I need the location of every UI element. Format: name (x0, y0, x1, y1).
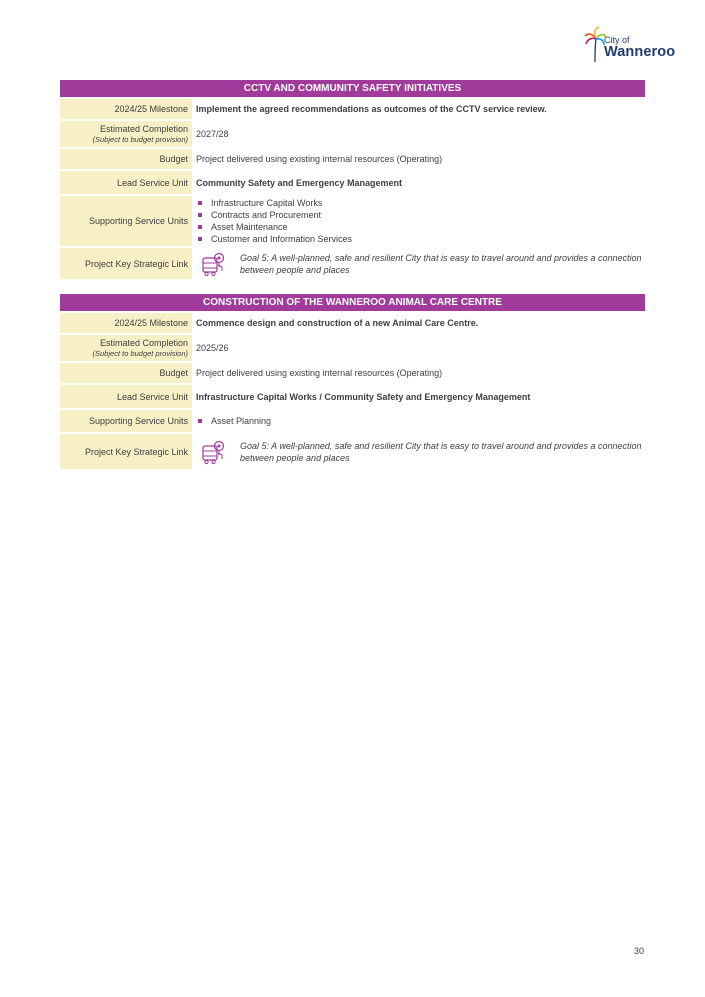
supporting-value (192, 409, 645, 433)
section-title: CCTV AND COMMUNITY SAFETY INITIATIVES (60, 80, 645, 97)
completion-value: 2027/28 (192, 120, 645, 148)
completion-label-text: Estimated Completion (99, 124, 188, 134)
completion-label-text: Estimated Completion (99, 338, 188, 348)
lead-label: Lead Service Unit (60, 170, 192, 195)
details-table (60, 311, 645, 469)
lead-value: Infrastructure Capital Works / Community Safety and Emergency Management (192, 384, 645, 409)
supporting-list (196, 197, 645, 245)
lead-label: Lead Service Unit (60, 384, 192, 409)
completion-value: 2025/26 (192, 334, 645, 362)
details-table (60, 97, 645, 279)
row-supporting (60, 195, 645, 247)
milestone-label: 2024/25 Milestone (60, 98, 192, 120)
strategic-goal-text: Goal 5: A well-planned, safe and resilient City that is easy to travel around and provides a connection between people and places (240, 252, 642, 275)
link-label: Project Key Strategic Link (60, 433, 192, 469)
row-milestone (60, 312, 645, 334)
milestone-label: 2024/25 Milestone (60, 312, 192, 334)
budget-value: Project delivered using existing internal resources (Operating) (192, 362, 645, 384)
logo-line-2: Wanneroo (604, 44, 676, 60)
list-item: Customer and Information Services (196, 233, 645, 245)
milestone-value: Implement the agreed recommendations as outcomes of the CCTV service review. (192, 98, 645, 120)
row-milestone (60, 98, 645, 120)
strategic-goal-text: Goal 5: A well-planned, safe and resilient City that is easy to travel around and provides a connection between people and places (240, 440, 642, 463)
bus-map-icon (200, 251, 226, 277)
row-lead (60, 170, 645, 195)
section-cctv (60, 80, 645, 279)
row-completion (60, 120, 645, 148)
section-animal-care-centre (60, 294, 645, 469)
budget-value: Project delivered using existing internal resources (Operating) (192, 148, 645, 170)
row-lead (60, 384, 645, 409)
logo-line-1: City of (604, 35, 630, 45)
row-strategic-link (60, 433, 645, 469)
row-completion (60, 334, 645, 362)
milestone-value: Commence design and construction of a new Animal Care Centre. (192, 312, 645, 334)
list-item: Asset Maintenance (196, 221, 645, 233)
completion-subtext: (Subject to budget provision) (92, 349, 188, 358)
row-budget (60, 362, 645, 384)
supporting-label: Supporting Service Units (60, 195, 192, 247)
row-strategic-link (60, 247, 645, 279)
bus-map-icon (200, 439, 226, 465)
section-title: CONSTRUCTION OF THE WANNEROO ANIMAL CARE CENTRE (60, 294, 645, 311)
budget-label: Budget (60, 362, 192, 384)
list-item: Contracts and Procurement (196, 209, 645, 221)
list-item: Infrastructure Capital Works (196, 197, 645, 209)
supporting-value (192, 195, 645, 247)
page-number: 30 (634, 946, 645, 956)
link-value (192, 433, 645, 469)
completion-subtext: (Subject to budget provision) (92, 135, 188, 144)
completion-label (60, 334, 192, 362)
list-item: Asset Planning (196, 415, 645, 427)
budget-label: Budget (60, 148, 192, 170)
supporting-label: Supporting Service Units (60, 409, 192, 433)
completion-label (60, 120, 192, 148)
row-budget (60, 148, 645, 170)
link-label: Project Key Strategic Link (60, 247, 192, 279)
lead-value: Community Safety and Emergency Management (192, 170, 645, 195)
link-value (192, 247, 645, 279)
row-supporting (60, 409, 645, 433)
city-logo (583, 27, 676, 63)
supporting-list (196, 415, 645, 427)
